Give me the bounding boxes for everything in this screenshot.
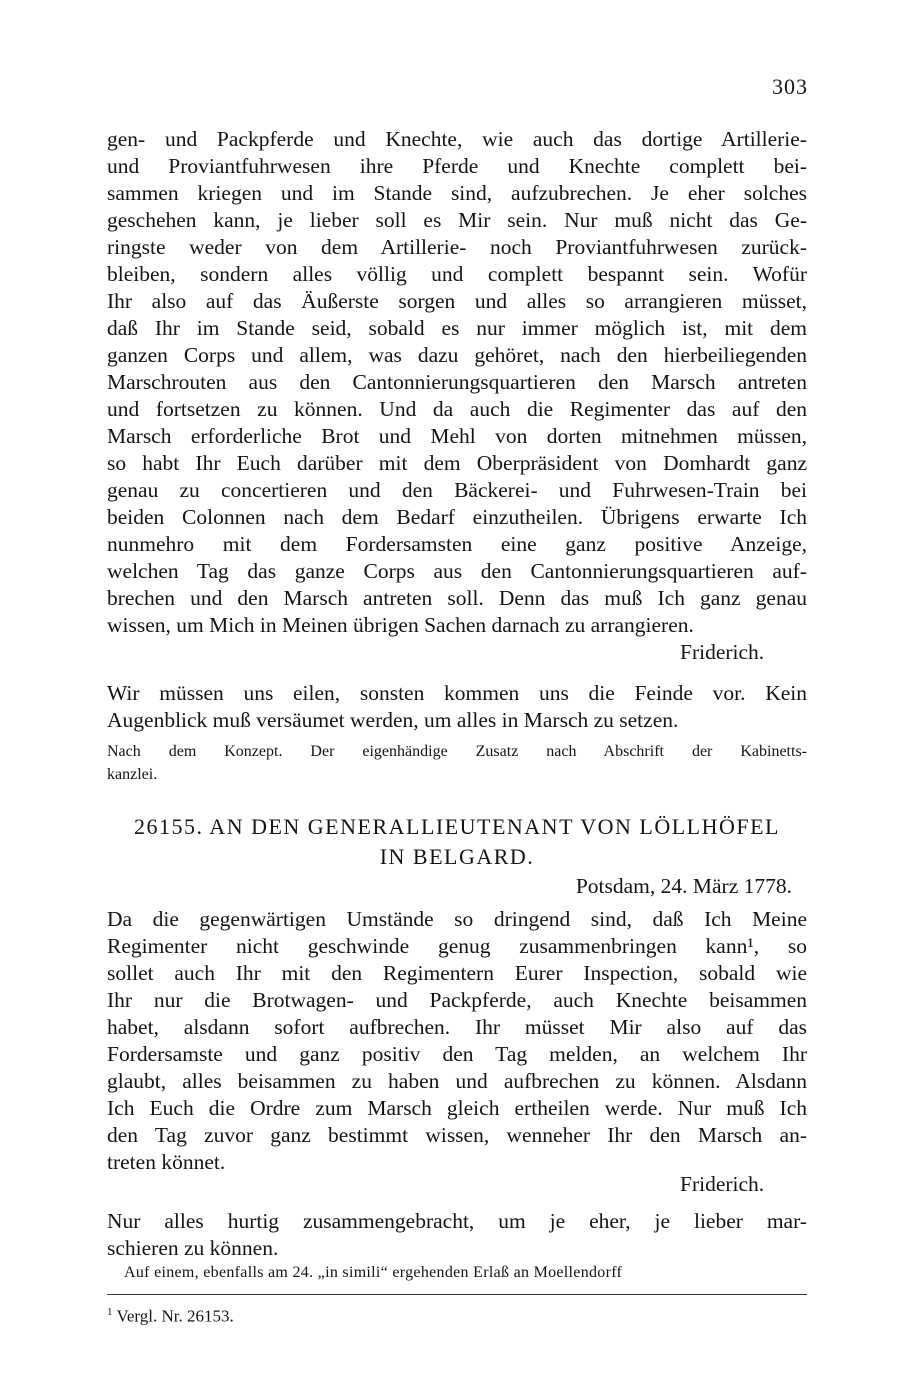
page-number: 303 [772, 74, 808, 99]
dateline: Potsdam, 24. März 1778. [575, 874, 792, 898]
text-line: habet, alsdann sofort aufbrechen. Ihr müsset Mir also auf das [107, 1015, 807, 1039]
text-line: bleiben, sondern alles völlig und complett bespannt sein. Wofür [107, 262, 807, 286]
text-line: und fortsetzen zu können. Und da auch die Regimenter das auf den [107, 397, 807, 421]
letter-body [107, 906, 807, 1176]
text-line: daß Ihr im Stande seid, sobald es nur immer möglich ist, mit dem [107, 316, 807, 340]
postscript-line: Wir müssen uns eilen, sonsten kommen uns die Feinde vor. Kein [107, 681, 807, 705]
text-line: Marsch erforderliche Brot und Mehl von dorten mitnehmen müssen, [107, 424, 807, 448]
signature-1: Friderich. [680, 640, 765, 664]
signature-2: Friderich. [680, 1172, 765, 1196]
source-note-1 [107, 740, 807, 786]
text-line: so habt Ihr Euch darüber mit dem Oberpräsident von Domhardt ganz [107, 451, 807, 475]
text-line: genau zu concertieren und den Bäckerei- und Fuhrwesen-Train bei [107, 478, 807, 502]
text-line: ganzen Corps und allem, was dazu gehöret, nach den hierbeiliegenden [107, 343, 807, 367]
letter-body-continued [107, 126, 807, 639]
postscript-line: Augenblick muß versäumet werden, um alles in Marsch zu setzen. [107, 708, 679, 732]
text-line: geschehen kann, je lieber soll es Mir sein. Nur muß nicht das Ge- [107, 208, 807, 232]
text-line: den Tag zuvor ganz bestimmt wissen, wenneher Ihr den Marsch an- [107, 1123, 807, 1147]
postscript-line: Nur alles hurtig zusammengebracht, um je eher, je lieber mar- [107, 1209, 807, 1233]
footnote-text: Vergl. Nr. 26153. [116, 1306, 234, 1326]
postscript-line: schieren zu können. [107, 1236, 279, 1260]
text-line: wissen, um Mich in Meinen übrigen Sachen darnach zu arrangieren. [107, 613, 694, 637]
source-note-2: Auf einem, ebenfalls am 24. „in simili“ ergehenden Erlaß an Moellendorff [124, 1264, 623, 1281]
text-line: Ihr also auf das Äußerste sorgen und alles so arrangieren müsset, [107, 289, 807, 313]
text-line: sammen kriegen und im Stande sind, aufzubrechen. Je eher solches [107, 181, 807, 205]
text-line: Ihr nur die Brotwagen- und Packpferde, auch Knechte beisammen [107, 988, 807, 1012]
text-line: welchen Tag das ganze Corps aus den Cantonnierungsquartieren auf- [107, 559, 807, 583]
text-line: treten könnet. [107, 1150, 226, 1174]
text-line: Marschrouten aus den Cantonnierungsquartieren den Marsch antreten [107, 370, 807, 394]
footnote-rule [107, 1294, 807, 1295]
text-line: und Proviantfuhrwesen ihre Pferde und Knechte complett bei- [107, 154, 807, 178]
postscript-1 [107, 680, 807, 734]
text-line: glaubt, alles beisammen zu haben und aufbrechen zu können. Alsdann [107, 1069, 807, 1093]
footnote [107, 1306, 234, 1327]
text-line: brechen und den Marsch antreten soll. Denn das muß Ich ganz genau [107, 586, 807, 610]
text-line: beiden Colonnen nach dem Bedarf einzutheilen. Übrigens erwarte Ich [107, 505, 807, 529]
text-line: Da die gegenwärtigen Umstände so dringend sind, daß Ich Meine [107, 907, 807, 931]
text-line: Ich Euch die Ordre zum Marsch gleich ertheilen werde. Nur muß Ich [107, 1096, 807, 1120]
text-line: Regimenter nicht geschwinde genug zusammenbringen kann¹, so [107, 934, 807, 958]
text-line: nunmehro mit dem Fordersamsten eine ganz positive Anzeige, [107, 532, 807, 556]
letter-heading [107, 812, 807, 872]
text-line: ringste weder von dem Artillerie- noch Proviantfuhrwesen zurück- [107, 235, 807, 259]
text-line: sollet auch Ihr mit den Regimentern Eurer Inspection, sobald wie [107, 961, 807, 985]
heading-line-1: 26155. AN DEN GENERALLIEUTENANT VON LÖLLHÖFEL [134, 814, 780, 839]
footnote-mark: 1 [107, 1306, 113, 1318]
postscript-2 [107, 1208, 807, 1262]
heading-line-2: IN BELGARD. [379, 844, 535, 869]
source-note-line: Nach dem Konzept. Der eigenhändige Zusatz nach Abschrift der Kabinetts- [107, 743, 807, 760]
text-line: Fordersamste und ganz positiv den Tag melden, an welchem Ihr [107, 1042, 807, 1066]
text-line: gen- und Packpferde und Knechte, wie auch das dortige Artillerie- [107, 127, 807, 151]
source-note-line: kanzlei. [107, 766, 158, 783]
